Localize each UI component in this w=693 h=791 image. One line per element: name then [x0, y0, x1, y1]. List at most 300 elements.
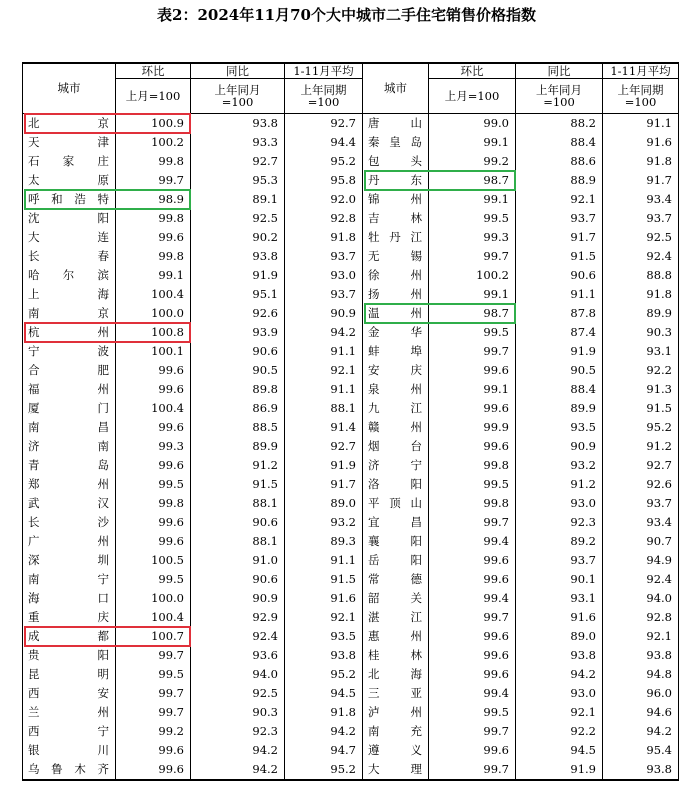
table-row: [23, 627, 679, 646]
col-header-avg-left: 1-11月平均: [285, 63, 363, 79]
city-name-left: 厦门: [23, 399, 116, 418]
yoy-value-right: 93.2: [516, 456, 603, 475]
yoy-value-left: 90.9: [191, 589, 285, 608]
mom-value-right: 99.7: [429, 722, 516, 741]
city-name-left: 北京: [23, 114, 116, 134]
city-name-right: 吉林: [363, 209, 429, 228]
yoy-value-left: 91.9: [191, 266, 285, 285]
mom-value-right: 99.6: [429, 646, 516, 665]
avg-value-right: 88.8: [603, 266, 679, 285]
yoy-value-right: 91.5: [516, 247, 603, 266]
table-row: [23, 361, 679, 380]
mom-value-left: 99.5: [116, 665, 191, 684]
city-name-left: 海口: [23, 589, 116, 608]
city-name-left: 合肥: [23, 361, 116, 380]
base-label-yoy-right: 上年同月 =100: [516, 79, 603, 114]
mom-value-right: 99.0: [429, 114, 516, 134]
table-row: [23, 665, 679, 684]
mom-value-left: 99.6: [116, 418, 191, 437]
mom-value-right: 99.2: [429, 152, 516, 171]
table-row: [23, 285, 679, 304]
yoy-value-left: 94.0: [191, 665, 285, 684]
col-header-city-left: 城市: [23, 63, 116, 114]
avg-value-right: 92.4: [603, 570, 679, 589]
table-row: [23, 228, 679, 247]
table-row: [23, 171, 679, 190]
mom-value-left: 99.7: [116, 171, 191, 190]
header-row-top: [23, 63, 679, 79]
city-name-left: 长沙: [23, 513, 116, 532]
city-name-right: 烟台: [363, 437, 429, 456]
city-name-left: 呼和浩特: [23, 190, 116, 209]
city-name-right: 秦皇岛: [363, 133, 429, 152]
yoy-value-left: 90.3: [191, 703, 285, 722]
yoy-value-right: 92.1: [516, 190, 603, 209]
yoy-value-left: 88.5: [191, 418, 285, 437]
yoy-value-left: 91.0: [191, 551, 285, 570]
avg-value-right: 93.7: [603, 209, 679, 228]
avg-value-right: 89.9: [603, 304, 679, 323]
yoy-value-right: 88.9: [516, 171, 603, 190]
col-header-yoy-left: 同比: [191, 63, 285, 79]
city-name-left: 上海: [23, 285, 116, 304]
mom-value-right: 99.5: [429, 209, 516, 228]
mom-value-right: 99.6: [429, 361, 516, 380]
mom-value-right: 99.9: [429, 418, 516, 437]
mom-value-right: 99.6: [429, 551, 516, 570]
avg-value-left: 93.5: [285, 627, 363, 646]
yoy-value-right: 93.5: [516, 418, 603, 437]
city-name-right: 牡丹江: [363, 228, 429, 247]
mom-value-right: 99.8: [429, 494, 516, 513]
yoy-value-left: 91.5: [191, 475, 285, 494]
city-name-left: 乌鲁木齐: [23, 760, 116, 780]
yoy-value-left: 90.6: [191, 342, 285, 361]
mom-value-left: 99.6: [116, 380, 191, 399]
mom-value-left: 99.6: [116, 741, 191, 760]
city-name-left: 济南: [23, 437, 116, 456]
city-name-left: 宁波: [23, 342, 116, 361]
city-name-left: 深圳: [23, 551, 116, 570]
avg-value-right: 91.2: [603, 437, 679, 456]
mom-value-left: 99.8: [116, 152, 191, 171]
table-row: [23, 304, 679, 323]
mom-value-right: 99.6: [429, 665, 516, 684]
avg-value-left: 95.2: [285, 665, 363, 684]
avg-value-right: 92.1: [603, 627, 679, 646]
avg-value-left: 91.8: [285, 703, 363, 722]
yoy-value-right: 88.4: [516, 133, 603, 152]
avg-value-left: 93.2: [285, 513, 363, 532]
yoy-value-left: 92.7: [191, 152, 285, 171]
table-row: [23, 399, 679, 418]
avg-value-left: 94.5: [285, 684, 363, 703]
table-row: [23, 266, 679, 285]
yoy-value-left: 94.2: [191, 760, 285, 780]
table-row: [23, 608, 679, 627]
yoy-value-left: 92.5: [191, 209, 285, 228]
city-name-right: 大理: [363, 760, 429, 780]
city-name-left: 郑州: [23, 475, 116, 494]
mom-value-left: 100.7: [116, 627, 191, 646]
yoy-value-right: 92.3: [516, 513, 603, 532]
avg-value-left: 91.1: [285, 380, 363, 399]
avg-value-left: 93.7: [285, 285, 363, 304]
city-name-left: 成都: [23, 627, 116, 646]
city-name-left: 青岛: [23, 456, 116, 475]
city-name-left: 南京: [23, 304, 116, 323]
yoy-value-right: 93.7: [516, 551, 603, 570]
mom-value-left: 99.6: [116, 361, 191, 380]
mom-value-left: 100.4: [116, 285, 191, 304]
city-name-left: 石家庄: [23, 152, 116, 171]
city-name-left: 西宁: [23, 722, 116, 741]
base-label-yoy-left: 上年同月 =100: [191, 79, 285, 114]
table-row: [23, 456, 679, 475]
mom-value-right: 99.7: [429, 608, 516, 627]
yoy-value-right: 93.0: [516, 684, 603, 703]
avg-value-right: 94.8: [603, 665, 679, 684]
city-name-left: 太原: [23, 171, 116, 190]
city-name-left: 哈尔滨: [23, 266, 116, 285]
mom-value-left: 100.1: [116, 342, 191, 361]
table-row: [23, 190, 679, 209]
yoy-value-left: 92.9: [191, 608, 285, 627]
col-header-mom-right: 环比: [429, 63, 516, 79]
col-header-avg-right: 1-11月平均: [603, 63, 679, 79]
avg-value-left: 91.7: [285, 475, 363, 494]
avg-value-right: 93.7: [603, 494, 679, 513]
avg-value-right: 90.3: [603, 323, 679, 342]
base-label-avg-right: 上年同期 =100: [603, 79, 679, 114]
city-name-left: 贵阳: [23, 646, 116, 665]
mom-value-right: 98.7: [429, 304, 516, 323]
city-name-right: 泉州: [363, 380, 429, 399]
city-name-right: 丹东: [363, 171, 429, 190]
yoy-value-right: 91.9: [516, 760, 603, 780]
city-name-right: 蚌埠: [363, 342, 429, 361]
table-row: [23, 247, 679, 266]
mom-value-left: 99.2: [116, 722, 191, 741]
city-name-right: 洛阳: [363, 475, 429, 494]
yoy-value-right: 90.1: [516, 570, 603, 589]
avg-value-left: 92.0: [285, 190, 363, 209]
mom-value-right: 99.6: [429, 437, 516, 456]
base-label-avg-left: 上年同期 =100: [285, 79, 363, 114]
price-index-table: [22, 62, 679, 781]
mom-value-left: 99.1: [116, 266, 191, 285]
yoy-value-left: 93.3: [191, 133, 285, 152]
city-name-right: 济宁: [363, 456, 429, 475]
mom-value-right: 99.6: [429, 627, 516, 646]
yoy-value-left: 93.9: [191, 323, 285, 342]
table-row: [23, 703, 679, 722]
mom-value-right: 99.1: [429, 133, 516, 152]
mom-value-right: 99.7: [429, 247, 516, 266]
city-name-right: 南充: [363, 722, 429, 741]
avg-value-left: 94.4: [285, 133, 363, 152]
avg-value-right: 92.5: [603, 228, 679, 247]
mom-value-right: 99.7: [429, 513, 516, 532]
yoy-value-right: 94.2: [516, 665, 603, 684]
city-name-right: 唐山: [363, 114, 429, 134]
avg-value-left: 93.7: [285, 247, 363, 266]
table-row: [23, 532, 679, 551]
mom-value-left: 99.6: [116, 513, 191, 532]
table-row: [23, 684, 679, 703]
col-header-yoy-right: 同比: [516, 63, 603, 79]
avg-value-right: 93.8: [603, 760, 679, 780]
table-row: [23, 380, 679, 399]
mom-value-left: 100.0: [116, 589, 191, 608]
avg-value-left: 92.7: [285, 437, 363, 456]
yoy-value-left: 91.2: [191, 456, 285, 475]
yoy-value-left: 93.8: [191, 247, 285, 266]
mom-value-left: 99.3: [116, 437, 191, 456]
city-name-left: 沈阳: [23, 209, 116, 228]
avg-value-left: 94.2: [285, 722, 363, 741]
yoy-value-left: 92.4: [191, 627, 285, 646]
city-name-right: 无锡: [363, 247, 429, 266]
avg-value-left: 90.9: [285, 304, 363, 323]
yoy-value-left: 86.9: [191, 399, 285, 418]
mom-value-left: 99.7: [116, 646, 191, 665]
city-name-right: 北海: [363, 665, 429, 684]
mom-value-right: 99.6: [429, 399, 516, 418]
city-name-left: 南宁: [23, 570, 116, 589]
yoy-value-left: 88.1: [191, 532, 285, 551]
yoy-value-right: 90.5: [516, 361, 603, 380]
table-row: [23, 437, 679, 456]
yoy-value-left: 94.2: [191, 741, 285, 760]
table-row: [23, 323, 679, 342]
avg-value-right: 90.7: [603, 532, 679, 551]
mom-value-right: 99.5: [429, 475, 516, 494]
avg-value-right: 94.9: [603, 551, 679, 570]
yoy-value-left: 95.1: [191, 285, 285, 304]
avg-value-right: 95.4: [603, 741, 679, 760]
mom-value-right: 99.4: [429, 684, 516, 703]
mom-value-left: 100.0: [116, 304, 191, 323]
avg-value-right: 96.0: [603, 684, 679, 703]
mom-value-right: 99.6: [429, 741, 516, 760]
avg-value-right: 94.2: [603, 722, 679, 741]
avg-value-right: 92.8: [603, 608, 679, 627]
yoy-value-right: 90.6: [516, 266, 603, 285]
city-name-left: 福州: [23, 380, 116, 399]
avg-value-right: 93.1: [603, 342, 679, 361]
city-name-right: 桂林: [363, 646, 429, 665]
city-name-right: 平顶山: [363, 494, 429, 513]
city-name-left: 长春: [23, 247, 116, 266]
mom-value-left: 100.2: [116, 133, 191, 152]
avg-value-right: 91.1: [603, 114, 679, 134]
mom-value-right: 99.1: [429, 285, 516, 304]
avg-value-right: 92.7: [603, 456, 679, 475]
mom-value-left: 100.4: [116, 608, 191, 627]
yoy-value-right: 93.1: [516, 589, 603, 608]
city-name-left: 天津: [23, 133, 116, 152]
city-name-left: 重庆: [23, 608, 116, 627]
city-name-right: 徐州: [363, 266, 429, 285]
mom-value-left: 99.6: [116, 228, 191, 247]
yoy-value-left: 93.6: [191, 646, 285, 665]
table-row: [23, 133, 679, 152]
mom-value-right: 99.4: [429, 589, 516, 608]
yoy-value-right: 89.9: [516, 399, 603, 418]
yoy-value-left: 89.8: [191, 380, 285, 399]
city-name-right: 三亚: [363, 684, 429, 703]
yoy-value-right: 94.5: [516, 741, 603, 760]
table-body: [23, 114, 679, 781]
yoy-value-right: 88.2: [516, 114, 603, 134]
city-name-right: 宜昌: [363, 513, 429, 532]
yoy-value-right: 89.0: [516, 627, 603, 646]
mom-value-left: 98.9: [116, 190, 191, 209]
base-label-mom-left: 上月=100: [116, 79, 191, 114]
yoy-value-right: 93.7: [516, 209, 603, 228]
mom-value-left: 100.8: [116, 323, 191, 342]
avg-value-right: 91.8: [603, 152, 679, 171]
avg-value-right: 91.6: [603, 133, 679, 152]
table-row: [23, 342, 679, 361]
yoy-value-left: 90.6: [191, 513, 285, 532]
city-name-left: 大连: [23, 228, 116, 247]
avg-value-right: 93.8: [603, 646, 679, 665]
yoy-value-left: 92.5: [191, 684, 285, 703]
city-name-right: 遵义: [363, 741, 429, 760]
city-name-right: 常德: [363, 570, 429, 589]
city-name-left: 西安: [23, 684, 116, 703]
mom-value-left: 100.5: [116, 551, 191, 570]
city-name-left: 武汉: [23, 494, 116, 513]
avg-value-left: 94.7: [285, 741, 363, 760]
table-row: [23, 209, 679, 228]
mom-value-right: 99.8: [429, 456, 516, 475]
city-name-right: 扬州: [363, 285, 429, 304]
avg-value-left: 95.2: [285, 760, 363, 780]
mom-value-right: 98.7: [429, 171, 516, 190]
mom-value-left: 99.7: [116, 703, 191, 722]
mom-value-left: 99.8: [116, 209, 191, 228]
yoy-value-right: 87.8: [516, 304, 603, 323]
city-name-left: 昆明: [23, 665, 116, 684]
avg-value-right: 91.8: [603, 285, 679, 304]
avg-value-right: 92.4: [603, 247, 679, 266]
avg-value-left: 93.8: [285, 646, 363, 665]
avg-value-right: 91.3: [603, 380, 679, 399]
avg-value-left: 91.1: [285, 342, 363, 361]
col-header-city-right: 城市: [363, 63, 429, 114]
table-row: [23, 570, 679, 589]
table-row: [23, 551, 679, 570]
yoy-value-left: 89.9: [191, 437, 285, 456]
avg-value-left: 91.4: [285, 418, 363, 437]
mom-value-right: 99.7: [429, 342, 516, 361]
city-name-right: 襄阳: [363, 532, 429, 551]
yoy-value-right: 92.2: [516, 722, 603, 741]
avg-value-left: 95.8: [285, 171, 363, 190]
price-index-table-wrapper: [22, 62, 679, 781]
city-name-left: 杭州: [23, 323, 116, 342]
city-name-right: 包头: [363, 152, 429, 171]
avg-value-left: 91.5: [285, 570, 363, 589]
avg-value-left: 94.2: [285, 323, 363, 342]
avg-value-left: 93.0: [285, 266, 363, 285]
table-row: [23, 722, 679, 741]
yoy-value-right: 88.4: [516, 380, 603, 399]
col-header-mom-left: 环比: [116, 63, 191, 79]
table-row: [23, 114, 679, 134]
table-title: 表2：2024年11月70个大中城市二手住宅销售价格指数: [157, 6, 536, 24]
mom-value-right: 99.3: [429, 228, 516, 247]
avg-value-right: 95.2: [603, 418, 679, 437]
mom-value-right: 99.1: [429, 380, 516, 399]
base-label-mom-right: 上月=100: [429, 79, 516, 114]
avg-value-right: 91.7: [603, 171, 679, 190]
mom-value-left: 99.5: [116, 475, 191, 494]
table-row: [23, 741, 679, 760]
yoy-value-right: 93.8: [516, 646, 603, 665]
mom-value-left: 99.6: [116, 760, 191, 780]
city-name-left: 兰州: [23, 703, 116, 722]
yoy-value-left: 92.6: [191, 304, 285, 323]
mom-value-right: 99.7: [429, 760, 516, 780]
table-row: [23, 589, 679, 608]
yoy-value-right: 91.7: [516, 228, 603, 247]
mom-value-left: 100.9: [116, 114, 191, 134]
avg-value-right: 91.5: [603, 399, 679, 418]
yoy-value-right: 87.4: [516, 323, 603, 342]
yoy-value-right: 93.0: [516, 494, 603, 513]
city-name-right: 九江: [363, 399, 429, 418]
city-name-right: 湛江: [363, 608, 429, 627]
avg-value-right: 92.2: [603, 361, 679, 380]
yoy-value-left: 90.5: [191, 361, 285, 380]
avg-value-left: 91.9: [285, 456, 363, 475]
mom-value-left: 99.8: [116, 247, 191, 266]
yoy-value-right: 91.9: [516, 342, 603, 361]
yoy-value-left: 90.6: [191, 570, 285, 589]
yoy-value-left: 88.1: [191, 494, 285, 513]
yoy-value-right: 89.2: [516, 532, 603, 551]
yoy-value-right: 92.1: [516, 703, 603, 722]
city-name-right: 赣州: [363, 418, 429, 437]
table-row: [23, 475, 679, 494]
mom-value-left: 100.4: [116, 399, 191, 418]
avg-value-left: 92.8: [285, 209, 363, 228]
yoy-value-right: 90.9: [516, 437, 603, 456]
mom-value-right: 99.6: [429, 570, 516, 589]
avg-value-left: 91.8: [285, 228, 363, 247]
city-name-right: 韶关: [363, 589, 429, 608]
table-row: [23, 418, 679, 437]
mom-value-left: 99.6: [116, 532, 191, 551]
table-row: [23, 494, 679, 513]
avg-value-left: 92.1: [285, 608, 363, 627]
city-name-right: 金华: [363, 323, 429, 342]
avg-value-right: 93.4: [603, 513, 679, 532]
header-row-bottom: [23, 79, 679, 114]
avg-value-left: 91.1: [285, 551, 363, 570]
avg-value-right: 93.4: [603, 190, 679, 209]
yoy-value-left: 92.3: [191, 722, 285, 741]
avg-value-right: 92.6: [603, 475, 679, 494]
avg-value-left: 91.6: [285, 589, 363, 608]
mom-value-left: 99.7: [116, 684, 191, 703]
yoy-value-right: 91.2: [516, 475, 603, 494]
mom-value-right: 100.2: [429, 266, 516, 285]
